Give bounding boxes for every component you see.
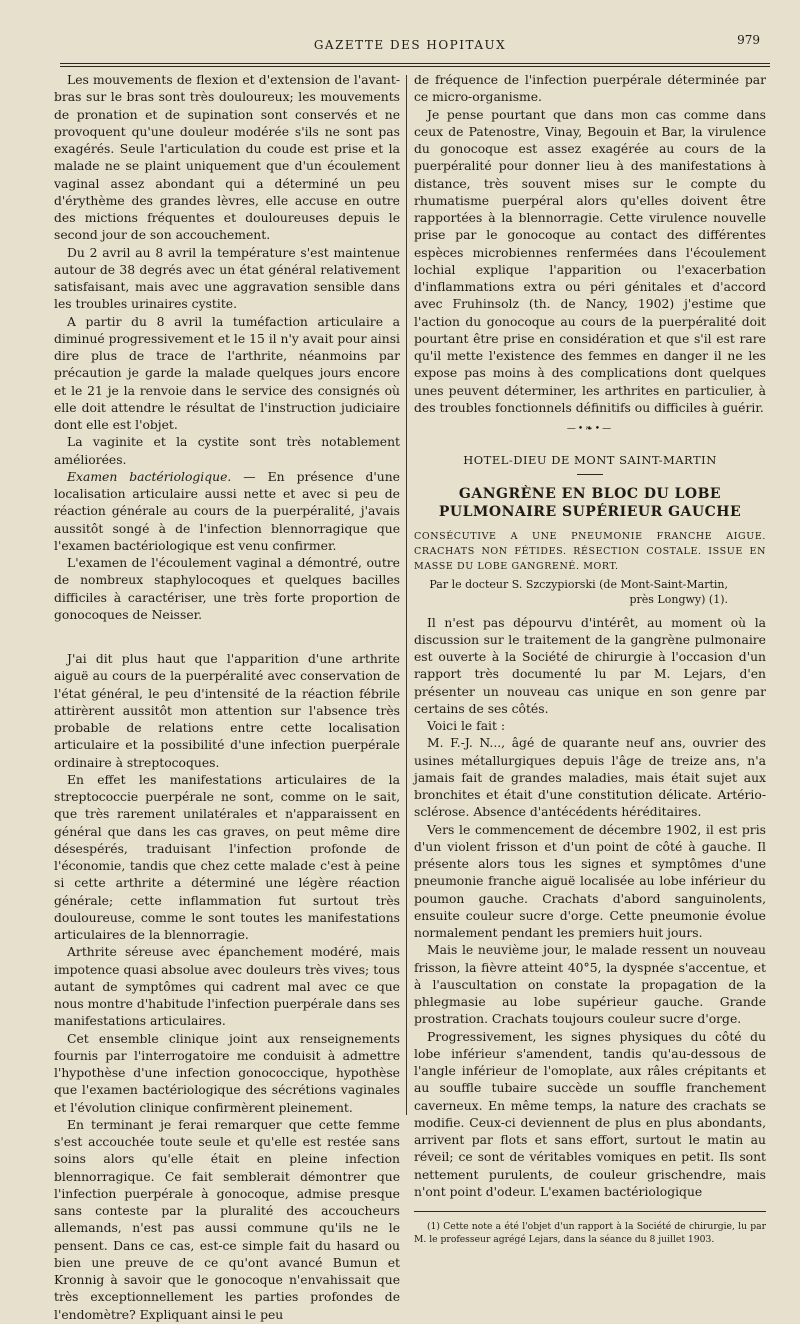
byline: Par le docteur S. Szczypiorski (de Mont-Saint-Martin, près Longwy) (1). (429, 577, 728, 606)
section-label: Examen bactériologique. (67, 469, 232, 484)
paragraph: En effet les manifestations articulaires de la streptococcie puerpérale ne sont, comme on le sait, que très rarement unilatérales et n'apparaissent en général que dans les cas graves, on peut même dire désespérés, traduisant l'infection profonde de l'économie, tandis que chez cette malade c'est à peine si cette arthrite a déterminé une légère réaction générale; cette inflammation fut surtout très douloureuse, comme le sont toutes les manifestations articulaires de la blennorragie. (54, 772, 400, 942)
paragraph: Cet ensemble clinique joint aux renseignements fournis par l'interrogatoire me conduisit à admettre l'hypothèse d'une infection gonococcique, hypothèse que l'examen bactériologique des sécrétions vaginales et l'évolution clinique confirmèrent pleinement. (54, 1031, 400, 1115)
section-ornament: —•❧•— (566, 424, 614, 434)
paragraph: Je pense pourtant que dans mon cas comme dans ceux de Patenostre, Vinay, Begouin et Bar, la virulence du gonocoque est assez exagérée au cours de la puerpéralité pour donner lieu à des manifestations à distance, très souvent mises sur le compte du rhumatisme puerpéral alors qu'elles doivent être rapportées à la blennorragie. Cette virulence nouvelle prise par le gonocoque au contact des différentes espèces microbiennes renfermées dans l'écoulement lochial explique l'apparition ou l'exacerbation d'inflammations extra ou péri génitales et d'accord avec Fruhinsolz (th. de Nancy, 1902) j'estime que l'action du gonocoque au cours de la puerpéralité doit pourtant être prise en considération et que s'il est rare qu'il mette l'existence des femmes en danger il ne les expose pas moins à des complications dont quelques unes peuvent déterminer, les arthrites en particulier, à des troubles fonctionnels définitifs ou difficiles à guérir. (414, 107, 766, 415)
paragraph: Les mouvements de flexion et d'extension de l'avant-bras sur le bras sont très douloureux; les mouvements de pronation et de supination sont conservés et ne provoquent qu'une douleur modérée s'ils ne sont pas exagérés. Seule l'articulation du coude est prise et la malade ne se plaint uniquement que d'un écoulement vaginal assez abondant qui a déterminé un peu d'érythème des grandes lèvres, elle accuse en outre des mictions fréquentes et douloureuses depuis le second jour de son accouchement. (54, 73, 400, 243)
running-header (60, 33, 760, 55)
paragraph: A partir du 8 avril la tuméfaction articulaire a diminué progressivement et le 15 il n'y avait pour ainsi dire plus de trace de l'arthrite, néanmoins par précaution je garde la malade quelques jours encore et le 21 je la renvoie dans le service des consignés où elle doit attendre le résultat de l'instruction judiciaire dont elle est l'objet. (54, 314, 400, 432)
paragraph: L'examen de l'écoulement vaginal a démontré, outre de nombreux staphylocoques et quelques bacilles difficiles à caractériser, une très forte proportion de gonocoques de Neisser. (54, 556, 400, 622)
paragraph: M. F.-J. N..., âgé de quarante neuf ans, ouvrier des usines métallurgiques depuis l'âge de treize ans, n'a jamais fait de grandes maladies, mais était sujet aux bronchites et était d'une constitution délicate. Artério-sclérose. Absence d'antécédents héréditaires. (414, 736, 766, 820)
column-separator (406, 75, 407, 1115)
article-title: GANGRÈNE EN BLOC DU LOBE PULMONAIRE SUPÉRIEUR GAUCHE (438, 485, 742, 520)
paragraph-bacteriology (54, 469, 400, 555)
paragraph-text: — En présence d'une localisation articulaire aussi nette et avec si peu de réaction générale au cours de la puerpéralité, j'avais aussitôt songé à de l'infection blennorragique que l'examen bactériologique est venu confirmer. (54, 469, 400, 553)
page-number: 979 (737, 33, 760, 47)
header-rule-double (60, 66, 770, 67)
left-column (54, 72, 400, 1324)
paragraph: La vaginite et la cystite sont très notablement améliorées. (54, 435, 400, 467)
paragraph: de fréquence de l'infection puerpérale déterminée par ce micro-organisme. (414, 73, 766, 105)
paragraph-gap (54, 624, 400, 651)
paragraph: En terminant je ferai remarquer que cette femme s'est accouchée toute seule et qu'elle est restée sans soins alors qu'elle était en pleine infection blennorragique. Ce fait semblerait démontrer que l'infection puerpérale à gonocoque, admise presque sans conteste par la pluralité des accoucheurs allemands, n'est pas aussi commune qu'ils ne le pensent. Dans ce cas, est-ce simple fait du hasard ou bien une preuve de ce qu'ont avancé Bumun et Kronnig à savoir que le gonocoque n'envahissait que très exceptionnellement les parties profondes de l'endomètre? Expliquant ainsi le peu (54, 1117, 400, 1322)
paragraph: Il n'est pas dépourvu d'intérêt, au moment où la discussion sur le traitement de la gangrène pulmonaire est ouverte à la Société de chirurgie à l'occasion d'un rapport très documenté lu par M. Lejars, d'en présenter un nouveau cas unique en son genre par certains de ses côtés. (414, 615, 766, 716)
paragraph: Mais le neuvième jour, le malade ressent un nouveau frisson, la fièvre atteint 40°5, la dyspnée s'accentue, et à l'auscultation on constate la propagation de la phlegmasie au lobe supérieur gauche. Grande prostration. Crachats toujours couleur sucre d'orge. (414, 943, 766, 1027)
short-rule (577, 474, 603, 475)
footnote: (1) Cette note a été l'objet d'un rapport à la Société de chirurgie, lu par M. le professeur agrégé Lejars, dans la séance du 8 juillet 1903. (414, 1221, 766, 1245)
right-column (414, 72, 766, 1246)
paragraph: Du 2 avril au 8 avril la température s'est maintenue autour de 38 degrés avec un état général relativement satisfaisant, mais avec une aggravation sensible dans les troubles urinaires cystite. (54, 245, 400, 312)
paragraph: Progressivement, les signes physiques du côté du lobe inférieur s'amendent, tandis qu'au-dessous de l'angle inférieur de l'omoplate, aux râles crépitants et au souffle tubaire succède un souffle franchement caverneux. En même temps, la nature des crachats se modifie. Ceux-ci deviennent de plus en plus abondants, arrivent par flots et sans effort, surtout le matin au réveil; ce sont de véritables vomiques en petit. Ils sont nettement purulents, de couleur grischendre, mais n'ont point d'odeur. L'examen bactériologique (414, 1029, 766, 1199)
paragraph: Vers le commencement de décembre 1902, il est pris d'un violent frisson et d'un point de côté à gauche. Il présente alors tous les signes et symptômes d'une pneumonie franche aiguë localisée au lobe inférieur du poumon gauche. Crachats d'abord sanguinolents, ensuite couleur sucre d'orge. Cette pneumonie évolue normalement pendant les premiers huit jours. (414, 822, 766, 940)
paragraph: J'ai dit plus haut que l'apparition d'une arthrite aiguë au cours de la puerpéralité avec conservation de l'état général, le peu d'intensité de la réaction fébrile attirèrent aussitôt mon attention sur l'absence très probable de relations entre cette localisation articulaire et la possibilité d'une infection puerpérale ordinaire à streptocoques. (54, 652, 400, 770)
article-subtitle: CONSÉCUTIVE A UNE PNEUMONIE FRANCHE AIGUE. CRACHATS NON FÉTIDES. RÉSECTION COSTALE. ISSUE EN MASSE DU LOBE GANGRENÉ. MORT. (414, 530, 766, 572)
paragraph: Arthrite séreuse avec épanchement modéré, mais impotence quasi absolue avec douleurs très vives; tous autant de symptômes qui cadrent mal avec ce que nous montre d'habitude l'infection puerpérale dans ses manifestations articulaires. (54, 945, 400, 1029)
section-title: HOTEL-DIEU DE MONT SAINT-MARTIN (463, 453, 717, 468)
header-rule (60, 63, 770, 64)
paragraph: Voici le fait : (427, 719, 506, 733)
running-title: GAZETTE DES HOPITAUX (313, 38, 507, 52)
footnote-rule (414, 1211, 766, 1212)
